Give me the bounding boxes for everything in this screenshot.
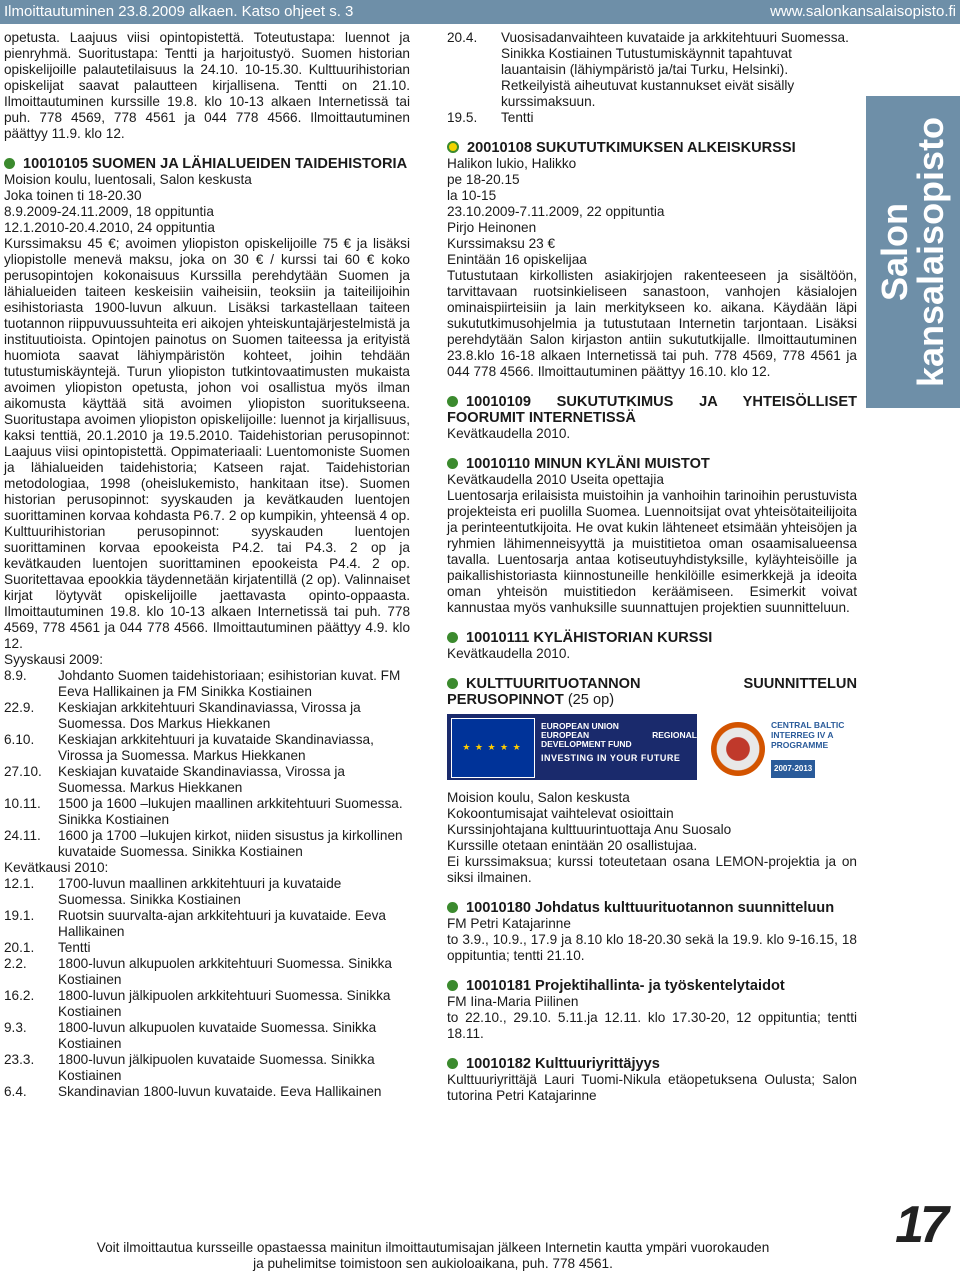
autumn-label: Syyskausi 2009: (4, 652, 103, 667)
course-title: 10010180 Johdatus kulttuurituotannon suunnitteluun (447, 900, 857, 916)
bullet-icon (447, 632, 458, 643)
course-info: Kevätkaudella 2010. (447, 426, 571, 441)
bullet-icon (4, 158, 15, 169)
course-info: Halikon lukio, Halikko pe 18-20.15 la 10-15 23.10.2009-7.11.2009, 22 oppituntia Pirjo Heinonen Kurssimaksu 23 € Enintään 16 opiskelijaa (447, 156, 665, 267)
course-description: to 3.9., 10.9., 17.9 ja 8.10 klo 18-20.30 sekä la 19.9. klo 9-16.15, 18 oppituntia; tentti 21.10. (447, 932, 857, 963)
funding-logos (447, 714, 857, 784)
course-title: 20010108 SUKUTUTKIMUKSEN ALKEISKURSSI (447, 140, 857, 156)
interreg-emblem-icon (711, 722, 765, 776)
course-info: Moision koulu, Salon keskusta Kokoontumisajat vaihtelevat osioittain Kurssinjohtajana kulttuurintuottaja Anu Suosalo Kurssille otetaan enintään 20 osallistujaa. (447, 790, 732, 853)
autumn-schedule: 8.9. Johdanto Suomen taidehistoriaan; esihistorian kuvat. FM Eeva Hallikainen ja FM Sinikka Kostiainen 22.9. Keskiajan arkkitehtuuri Skandinaviassa, Virossa ja Suomessa. Dos Markus Hiekkanen 6.10. Keskiajan arkkitehtuuri ja kuvataide Skandinaviassa, Virossa ja Suomessa. Markus Hiekkanen 27.10. Keskiajan kuvataide Skandinaviassa, Virossa ja Suomessa. Markus Hiekkanen 10.11. 1500 ja 1600 –lukujen maallinen arkkitehtuuri Suomessa. Sinikka Kostiainen 24.11. 1600 ja 1700 –lukujen kirkot, niiden sisustus ja kirkollinen kuvataide Suomessa. Sinikka Kostiainen (4, 668, 403, 859)
course-title: 10010110 MINUN KYLÄNI MUISTOT (447, 456, 857, 472)
course-description: Ei kurssimaksua; kurssi toteutetaan osana LEMON-projektia ja on siksi ilmainen. (447, 854, 857, 885)
course-title: 10010111 KYLÄHISTORIAN KURSSI (447, 630, 857, 646)
header-bar (0, 0, 960, 24)
spring-schedule: 12.1. 1700-luvun maallinen arkkitehtuuri ja kuvataide Suomessa. Sinikka Kostiainen 19.1. Ruotsin suurvalta-ajan arkkitehtuuri ja kuvataide. Eeva Hallikainen 20.1. Tentti 2.2. 1800-luvun alkupuolen arkkitehtuuri Suomessa. Sinikka Kostiainen 16.2. 1800-luvun jälkipuolen arkkitehtuuri Suomessa. Sinikka Kostiainen 9.3. 1800-luvun alkupuolen kuvataide Suomessa. Sinikka Kostiainen 23.3. 1800-luvun jälkipuolen kuvataide Suomessa. Sinikka Kostiainen 6.4. Skandinavian 1800-luvun kuvataide. Eeva Hallikainen (4, 876, 392, 1099)
header-website-link[interactable]: www.salonkansalaisopisto.fi (770, 3, 956, 20)
course-info: Kevätkaudella 2010 Useita opettajia (447, 472, 664, 487)
course-title: 10010181 Projektihallinta- ja työskentelytaidot (447, 978, 857, 994)
course-description: Kurssimaksu 45 €; avoimen yliopiston opiskelijoille 75 € ja lisäksi yliopistolle menevä maksu, joka on 30 € / kurssi tai 60 € koko perusopintojen kokonaisuus Kurssilla perehdytään Suomen ja lähialueiden taiteen keskeisiin vaiheisiin, teoksiin ja taiteilijoihin esihistoriasta 1900-luvun alkuun. Lisäksi tarkastellaan taiteen tuotannon riippuvuussuhteita eri aikojen yhteiskuntajärjestelmistä ja instituutioista. Opintojen painotus on Suomen taiteessa ja erityistä huomiota saavat lähiympäristön kohteet, joihin tehdään tutustumiskäyntejä. Turun yliopiston tutkintovaatimusten mukaista avoimen yliopiston opetusta, johon voi osallistua myös ilman aikomusta käyttää sitä avoimen yliopiston suoritukseena. Suoritustapa avoimen yliopiston opiskelijoille: luennot ja kirjallisuus, kaksi tenttiä, 20.1.2010 ja 19.5.2010. Taidehistorian perusopinnot: Laajuus viisi opintopistettä. Oppimateriaali: Luentomoniste Suomen ja lähialueiden taidehistoria; Katseen rajat. Taidehistorian metodologiaa, 1998 (oheislukemisto, hankitaan itse). Suomen historian perusopinnot: syyskauden ja kevätkauden luentojen suorittaminen korvaa kohdasta P6.7. 2 op kumpikin, yhteensä 4 op. Kulttuurihistorian perusopinnot: syyskauden luentojen suorittaminen korvaa epookeista P4.2. tai P4.3. 2 op ja kevätkauden luentojen suorittaminen epookeista P4.4. 2 op. Suoritettavaa epookkia täydennetään kirjatentillä (2 op). Valinnaiset kirjat löytyvät opiskelijoille jaettavasta opinto-oppaasta. Ilmoittautuminen 19.8. klo 10-13 alkaen Internetissä tai puh. 778 4569, 778 4561 ja 044 778 4566. Ilmoittautuminen päättyy 4.9. klo 12. (4, 236, 410, 651)
course-description: Luentosarja erilaisista muistoihin ja vanhoihin tarinoihin perustuvista projekteista eri puolilla Suomea. Luennoitsijat ovat yhteisötaiteilijoita ja perinteentutkijoita. He ovat kukin lähteneet etsimään yhteisöjen ja ryhmien lähimenneisyyttä ja muistitietoa oman osaamisalueensa tavalla. Luentosarja antaa kotiseutuyhdistyksille, kyläyhteisöille ja paikallishistoriasta kiinnostuneille henkilöille esimerkkejä ja ideoita oman yhteisön muistitiedon keräämiseen. Esimerkit voivat kannustaa myös vanhuksille suunnattujen projektien suunnitteluun. (447, 488, 857, 615)
page-number: 17 (895, 1196, 945, 1254)
side-logo-strip (866, 96, 960, 408)
course-info: FM Iina-Maria Piilinen (447, 994, 579, 1009)
left-column (4, 30, 410, 1100)
bullet-icon (447, 458, 458, 469)
bullet-icon (447, 980, 458, 991)
bullet-icon (447, 396, 458, 407)
intro-paragraph: opetusta. Laajuus viisi opintopistettä. Toteutustapa: luennot ja pienryhmä. Suoritustapa: Tentti ja harjoitustyö. Suomen historian opiskelijoille palautetilaisuus la 24.10. 10-15.30. Kulttuurihistorian opiskelijat saavat palautteen kirjallisena. Tentti on 21.10. Ilmoittautuminen kurssille 19.8. klo 10-13 alkaen Internetissä tai puh. 778 4569, 778 4561 ja 044 778 4566. Ilmoittautuminen päättyy 11.9. klo 12. (4, 30, 410, 141)
course-info: Kevätkaudella 2010. (447, 646, 571, 661)
course-description: to 22.10., 29.10. 5.11.ja 12.11. klo 17.30-20, 12 oppituntia; tentti 18.11. (447, 1010, 857, 1041)
right-column (447, 30, 857, 1104)
course-description: Tutustutaan kirkollisten asiakirjojen rakenteeseen ja sisältöön, tarvittavaan ruotsinkieliseen sanastoon, vanhojen käsialojen ominaispiirteisiin ja lain merkitykseen ko. aikana. Käydään läpi sukututkimusohjelmia ja tutustutaan Internetin tarjontaan. Lisäksi perehdytään Salon kirjaston antiin sukututkijalle. Ilmoittautuminen 23.8.klo 16-18 alkaen Internetissä tai puh. 778 4569, 778 4561 ja 044 778 4566. Ilmoittautuminen päättyy 16.10. klo 12. (447, 268, 857, 379)
course-title: 10010182 Kulttuuriyrittäjyys (447, 1056, 857, 1072)
footer-note: Voit ilmoittautua kursseille opastaessa mainitun ilmoittautumisajan jälkeen Internetin kautta ympäri vuorokauden ja puhelimitse toimistoon sen aukioloaikana, puh. 778 4561. (96, 1240, 770, 1271)
course-title: KULTTUURITUOTANNON SUUNNITTELUN PERUSOPINNOT (25 op) (447, 676, 857, 708)
interreg-logo: CENTRAL BALTIC INTERREG IV A PROGRAMME 2007-2013 (711, 716, 861, 778)
course-title: 10010109 SUKUTUTKIMUS JA YHTEISÖLLISET FOORUMIT INTERNETISSÄ (447, 394, 857, 426)
bullet-icon (447, 1058, 458, 1069)
spring-label: Kevätkausi 2010: (4, 860, 109, 875)
course-description: Kulttuuriyrittäjä Lauri Tuomi-Nikula etäopetuksena Oulusta; Salon tutorina Petri Katajarinne (447, 1072, 857, 1103)
header-registration-note: Ilmoittautuminen 23.8.2009 alkaen. Katso ohjeet s. 3 (4, 3, 354, 20)
bullet-icon (447, 902, 458, 913)
bullet-icon (447, 678, 458, 689)
course-info: FM Petri Katajarinne (447, 916, 571, 931)
course-info: Moision koulu, luentosali, Salon keskusta Joka toinen ti 18-20.30 8.9.2009-24.11.2009, 18 oppituntia 12.1.2010-20.4.2010, 24 oppituntia (4, 172, 252, 235)
eu-logo: ★ ★ ★ ★ ★ EUROPEAN UNION EUROPEAN REGIONAL DEVELOPMENT FUND INVESTING IN YOUR FUTURE (447, 714, 697, 780)
spring-schedule-continued: 20.4. Vuosisadanvaihteen kuvataide ja arkkitehtuuri Suomessa. Sinikka Kostiainen Tutustumiskäynnit tapahtuvat lauantaisin (lähiympäristö ja/tai Turku, Helsinki). Retkeilyistä aiheutuvat kustannukset eivät sisälly kurssimaksuun. 19.5. Tentti (447, 30, 849, 125)
salon-kansalaisopisto-logo: Salon kansalaisopisto (874, 116, 951, 388)
course-title: 10010105 SUOMEN JA LÄHIALUEIDEN TAIDEHISTORIA (4, 156, 410, 172)
bullet-icon (447, 141, 459, 153)
